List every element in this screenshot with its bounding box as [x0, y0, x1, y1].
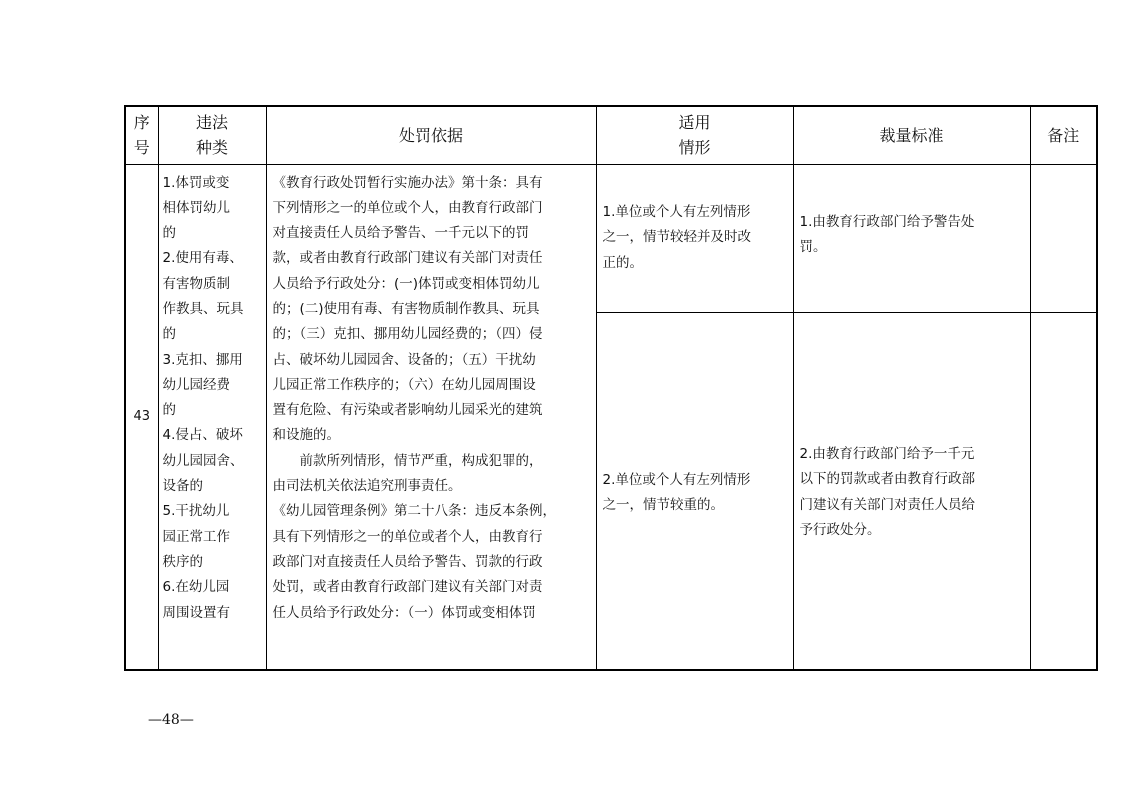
penalty-basis-text: [267, 165, 596, 626]
category-line: 有害物质制: [162, 275, 230, 292]
basis-line: 和设施的。: [272, 427, 340, 444]
violation-category-list: [159, 165, 266, 626]
category-line: 作教具、玩具: [162, 300, 244, 317]
header-remarks: 备注: [1030, 106, 1097, 164]
condition-line: 1.单位或个人有左列情形: [602, 203, 751, 220]
category-line: 设备的: [162, 478, 203, 495]
category-line: 的: [162, 225, 176, 242]
basis-line: 对直接责任人员给予警告、一千元以下的罚: [272, 225, 529, 242]
header-category-line2: 种类: [195, 138, 228, 158]
header-seq-line1: 序: [133, 113, 150, 133]
basis-line: 置有危险、有污染或者影响幼儿园采光的建筑: [272, 402, 543, 419]
basis-line: 儿园正常工作秩序的；（六）在幼儿园周围设: [272, 376, 536, 393]
basis-line: 下列情形之一的单位或个人，由教育行政部门: [272, 199, 543, 216]
category-line: 园正常工作: [162, 528, 230, 545]
category-line: 2.使用有毒、: [162, 250, 243, 267]
standard-line: 2.由教育行政部门给予一千元: [799, 445, 975, 462]
basis-line: 款，或者由教育行政部门建议有关部门对责任: [272, 250, 543, 267]
basis-line: 由司法机关依法追究刑事责任。: [272, 478, 462, 495]
category-line: 的: [162, 402, 176, 419]
header-category-line1: 违法: [195, 113, 228, 133]
header-seq-line2: 号: [133, 138, 150, 158]
header-category: [158, 106, 266, 164]
table-row: [125, 164, 1097, 312]
basis-line: 处罚，或者由教育行政部门建议有关部门对责: [272, 579, 543, 596]
remarks-cell-1: [1030, 164, 1097, 312]
condition-cell-2: [596, 312, 793, 670]
category-line: 1.体罚或变: [162, 174, 230, 191]
row-seq-number: 43: [133, 409, 151, 425]
standard-line: 以下的罚款或者由教育行政部: [799, 471, 975, 487]
row-seq-cell: [125, 164, 158, 670]
basis-line: 政部门对直接责任人员给予警告、罚款的行政: [272, 553, 543, 570]
category-line: 的: [162, 326, 176, 343]
category-line: 相体罚幼儿: [162, 199, 230, 216]
category-line: 4.侵占、破坏: [162, 427, 243, 444]
condition-line: 之一，情节较重的。: [602, 497, 724, 513]
basis-line: 《幼儿园管理条例》第二十八条：违反本条例，: [272, 503, 556, 520]
condition-text-1: [597, 200, 793, 277]
condition-cell-1: [596, 164, 793, 312]
header-conditions-line2: 情形: [678, 138, 711, 158]
header-conditions-line1: 适用: [678, 113, 711, 133]
basis-line: 占、破坏幼儿园园舍、设备的；（五）干扰幼: [272, 351, 536, 368]
penalty-basis-cell: [266, 164, 596, 670]
standard-cell-1: [793, 164, 1030, 312]
category-line: 幼儿园经费: [162, 376, 230, 393]
header-row: [125, 106, 1097, 164]
page-number: —48—: [148, 712, 194, 728]
condition-text-2: [597, 313, 793, 519]
basis-line: 前款所列情形，情节严重，构成犯罪的，: [299, 452, 543, 469]
remarks-cell-2: [1030, 312, 1097, 670]
category-line: 幼儿园园舍、: [162, 452, 244, 469]
category-line: 6.在幼儿园: [162, 579, 230, 596]
standard-cell-2: [793, 312, 1030, 670]
category-line: 周围设置有: [162, 604, 230, 621]
header-basis: 处罚依据: [266, 106, 596, 164]
basis-line: 的；（三）克扣、挪用幼儿园经费的；（四）侵: [272, 326, 543, 343]
standard-line: 门建议有关部门对责任人员给: [799, 496, 975, 513]
condition-line: 之一，情节较轻并及时改: [602, 229, 751, 246]
category-line: 5.干扰幼儿: [162, 503, 230, 520]
basis-line: 具有下列情形之一的单位或者个人，由教育行: [272, 528, 543, 545]
condition-line: 正的。: [602, 254, 643, 271]
penalty-table: [124, 105, 1098, 671]
category-line: 秩序的: [162, 553, 203, 570]
header-standard: 裁量标准: [793, 106, 1030, 164]
standard-text-2: [794, 313, 1030, 544]
violation-category-cell: [158, 164, 266, 670]
standard-line: 予行政处分。: [799, 522, 881, 538]
standard-line: 罚。: [799, 239, 827, 255]
basis-line: 《教育行政处罚暂行实施办法》第十条：具有: [272, 174, 543, 191]
standard-line: 1.由教育行政部门给予警告处: [799, 213, 975, 230]
condition-line: 2.单位或个人有左列情形: [602, 471, 751, 488]
category-line: 3.克扣、挪用: [162, 351, 243, 368]
basis-line: 人员给予行政处分：(一)体罚或变相体罚幼儿: [272, 275, 540, 292]
basis-line: 的；(二)使用有毒、有害物质制作教具、玩具: [272, 300, 540, 317]
header-seq: [125, 106, 158, 164]
header-conditions: [596, 106, 793, 164]
standard-text-1: [794, 165, 1030, 261]
basis-line: 任人员给予行政处分：（一）体罚或变相体罚: [272, 604, 536, 621]
